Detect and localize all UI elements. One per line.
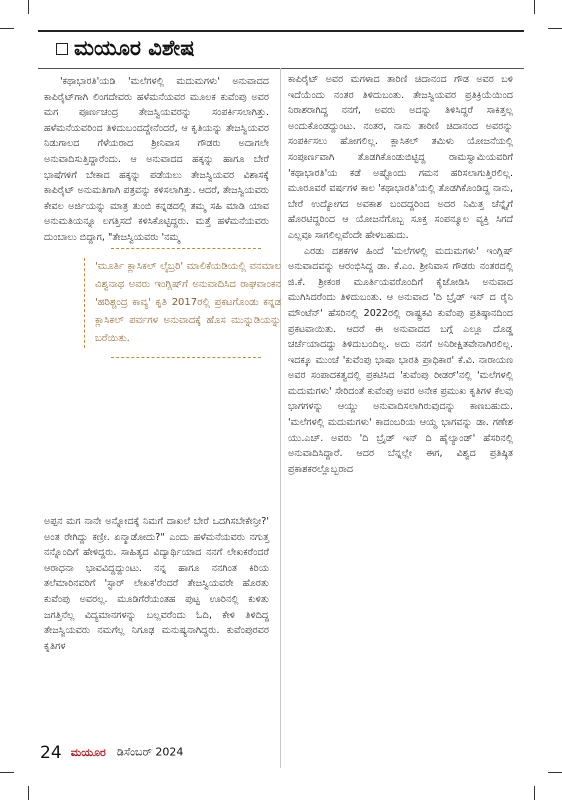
- crop-mark: [548, 772, 562, 773]
- left-column: [44, 74, 269, 714]
- issue-date: ಡಿಸೆಂಬರ್ 2024: [116, 745, 184, 759]
- left-column-continued: [44, 514, 269, 654]
- crop-mark: [534, 0, 535, 14]
- page-number: 24: [40, 742, 62, 763]
- column-divider: [280, 68, 281, 768]
- pull-quote: [84, 258, 281, 348]
- crop-mark: [534, 786, 535, 800]
- right-paragraph-1: ಕಾಪಿರೈಟ್ ಅವರ ಮಗಳಾದ ತಾರಿಣಿ ಚಿದಾನಂದ ಗೌಡ ಅವರ ಬಳಿ ಇದೆಯೆಂದು ನಂತರ ತಿಳಿದುಬಂತು. ತೇಜಸ್ವಿಯವರ ಪ್ರತಿಕ್ರಿಯೆಯಿಂದ ನಿರಾಶರಾಗಿದ್ದ ನನಗೆ, ಅವರು ಅದನ್ನು ತಿಳಿಸಿದ್ದರೆ ಸಾಕಿತ್ತಲ್ಲ ಅಂದುಕೊಂಡದ್ದುಂಟು. ನಂತರ, ನಾನು ತಾರಿಣಿ ಚಿದಾನಂದ ಅವರನ್ನು ಸಂಪರ್ಕಿಸಲು ಹೋಗಲಿಲ್ಲ. ಕ್ಲಾಸಿಕಲ್ ತಮಿಳು ಯೋಜನೆಯಲ್ಲಿ ಸಂಪೂರ್ಣವಾಗಿ ತೊಡಗಿಕೊಂಡುಬಿಟ್ಟಿದ್ದ ರಾಮಸ್ವಾಮಿಯವರಿಗೆ 'ಕಥಾಭಾರತಿ'ಯ ಕಡೆ ಅಷ್ಟೊಂದು ಗಮನ ಹರಿಸಲಾಗುತ್ತಿರಲಿಲ್ಲ. ಮೂರೂವರೆ ವರ್ಷಗಳ ಕಾಲ 'ಕಥಾಭಾರತಿ'ಯಲ್ಲಿ ತೊಡಗಿಕೊಂಡಿದ್ದ ನಾನು, ಬೇರೆ ಉದ್ಯೋಗದ ಅವಕಾಶ ಬಂದದ್ದರಿಂದ ಅದರ ನಿಮಿತ್ತ ಚೆನ್ನೈಗೆ ಹೊರಟಿದ್ದರಿಂದ ಆ ಯೋಜನೆಗೊಬ್ಬ ಸೂಕ್ತ ಸಂಪನ್ಮೂಲ ವ್ಯಕ್ತಿ ಸಿಗದೆ ಎಲ್ಲವೂ ಸಾಗಲಿಲ್ಲವೆಂದೇ ಹೇಳಬಹುದು.: [288, 74, 513, 241]
- crop-mark: [0, 772, 14, 773]
- pull-quote-text: 'ಮೂರ್ತಿ ಕ್ಲಾಸಿಕಲ್ ಲೈಬ್ರರಿ' ಮಾಲಿಕೆಯಡಿಯಲ್ಲಿ ವನಮಾಲ ವಿಶ್ವನಾಥ ಅವರು ಇಂಗ್ಲಿಷ್‌ಗೆ ಅನುವಾದಿಸಿದ ರಾಘವಾಂಕನ 'ಹರಿಶ್ಚಂದ್ರ ಕಾವ್ಯ' ಕೃತಿ 2017ರಲ್ಲಿ ಪ್ರಕಟಗೊಂಡು ಕನ್ನಡ ಕ್ಲಾಸಿಕಲ್ ಪರ್ವಗಳ ಅನುವಾದಕ್ಕೆ ಹೊಸ ಮುನ್ನುಡಿಯನ್ನು ಬರೆಯಿತು.: [95, 261, 281, 344]
- square-icon: [56, 43, 68, 55]
- header-top-bar: [38, 30, 524, 32]
- header-rule: [38, 68, 524, 69]
- right-paragraph-2: ಎರಡು ದಶಕಗಳ ಹಿಂದೆ 'ಮಲೆಗಳಲ್ಲಿ ಮದುಮಗಳು' ಇಂಗ್ಲಿಷ್ ಅನುವಾದವನ್ನು ಆರಂಭಿಸಿದ್ದ ಡಾ. ಕೆ.ಎಂ. ಶ್ರೀನಿವಾಸ ಗೌಡರು ನಂತರದಲ್ಲಿ ಜಿ.ಕೆ. ಶ್ರೀಕಂಠ ಮೂರ್ತಿಯವರೊಂದಿಗೆ ಕೈಜೋಡಿಸಿ ಅನುವಾದ ಮುಗಿಸಿದರೆಂದು ತಿಳಿದುಬಂತು. ಆ ಅನುವಾದ 'ದಿ ಬ್ರೈಡ್ ಇನ್ ದ ರೈನಿ ಮೌಂಟೆನ್' ಹೆಸರಿನಲ್ಲಿ 2022ರಲ್ಲಿ ರಾಷ್ಟ್ರಕವಿ ಕುವೆಂಪು ಪ್ರತಿಷ್ಠಾನದಿಂದ ಪ್ರಕಟವಾಯಿತು. ಆದರೆ ಈ ಅನುವಾದದ ಬಗ್ಗೆ ಎಲ್ಲೂ ದೊಡ್ಡ ಚರ್ಚೆಯಾದದ್ದು ತಿಳಿದುಬಂದಿಲ್ಲ. ಅದು ನನಗೆ ಅನಿರೀಕ್ಷಿತವೇನಾಗಿರಲಿಲ್ಲ. ಇದಕ್ಕೂ ಮುಂಚೆ 'ಕುವೆಂಪು ಭಾಷಾ ಭಾರತಿ ಪ್ರಾಧಿಕಾರ' ಕೆ.ವಿ. ನಾರಾಯಣ ಅವರ ಸಂಪಾದಕತ್ವದಲ್ಲಿ ಪ್ರಕಟಿಸಿದ 'ಕುವೆಂಪು ರೀಡರ್'ನಲ್ಲಿ 'ಮಲೆಗಳಲ್ಲಿ ಮದುಮಗಳು' ಸೇರಿದಂತೆ ಕುವೆಂಪು ಅವರ ಅನೇಕ ಪ್ರಮುಖ ಕೃತಿಗಳ ಕೆಲವು ಭಾಗಗಳನ್ನು ಆಯ್ದು ಅನುವಾದಿಸಲಾಗಿರುವುದನ್ನು ಕಾಣಬಹುದು. 'ಮಲೆಗಳಲ್ಲಿ ಮದುಮಗಳು' ಕಾದಂಬರಿಯ ಆಯ್ದ ಭಾಗವನ್ನು ಡಾ. ಗಣೇಶ ಯು.ಎಚ್. ಅವರು 'ದಿ ಬ್ರೈಡ್ ಇನ್ ದಿ ಹೈಲ್ಯಾಂಡ್' ಹೆಸರಿನಲ್ಲಿ ಅನುವಾದಿಸಿದ್ದಾರೆ. ಆದರ ಬೆನ್ನಲ್ಲೇ ಈಗ, ವಿಶ್ವದ ಪ್ರತಿಷ್ಠಿತ ಪ್ರಕಾಶಕರಲ್ಲೊಬ್ಬರಾದ: [288, 245, 513, 475]
- magazine-brand: ಮಯೂರ: [70, 745, 106, 759]
- section-title-text: ಮಯೂರ ವಿಶೇಷ: [74, 36, 195, 60]
- left-paragraph-1: 'ಕಥಾಭಾರತಿ'ಯಡಿ 'ಮಲೆಗಳಲ್ಲಿ ಮದುಮಗಳು' ಅನುವಾದದ ಕಾಪಿರೈಟ್‌ಗಾಗಿ ಲಿಂಗದೇವರು ಹಳೆಮನೆಯವರ ಮೂಲಕ ಕುವೆಂಪು ಅವರ ಮಗ ಪೂರ್ಣಚಂದ್ರ ತೇಜಸ್ವಿಯವರನ್ನು ಸಂಪರ್ಕಿಸಲಾಗಿತ್ತು. ಹಳೆಮನೆಯವರಿಂದ ತಿಳಿದುಬಂದದ್ದೇನೆಂದರೆ, ಆ ಕೃತಿಯನ್ನು ತೇಜಸ್ವಿಯವರ ನಿಡುಗಾಲದ ಗೆಳೆಯರಾದ ಶ್ರೀನಿವಾಸ ಗೌಡರು ಅದಾಗಲೇ ಅನುವಾದಿಸುತ್ತಿದ್ದಾರೆಂದು. ಆ ಅನುವಾದದ ಹಕ್ಕನ್ನು ಹಾಗೂ ಬೇರೆ ಭಾಷೆಗಳಿಗೆ ಬೇಕಾದ ಹಕ್ಕನ್ನು ಪಡೆಯಲು ತೇಜಸ್ವಿಯವರ ವಿಶಾಸಕ್ಕೆ ಕಾಪಿರೈಟ್ ಅನುಮತಿಗಾಗಿ ಪತ್ರವನ್ನು ಕಳಿಸಲಾಗಿತ್ತು. ಆದರೆ, ತೇಜಸ್ವಿಯವರು ಕೇವಲ ಅರ್ಜಿಯನ್ನು ಮಾತ್ರ ತುಂಬಿ ಕನ್ನಡದಲ್ಲಿ ತಮ್ಮ ಸಹಿ ಮಾಡಿ ಯಾವ ಅನುಮತಿಯನ್ನೂ ಲಗತ್ತಿಸದೆ ಕಳಿಸಿಕೊಟ್ಟಿದ್ದರು. ಮತ್ತೆ ಹಳೆಮನೆಯವರು ದುಂಬಾಲು ಬಿದ್ದಾಗ, "ತೇಜಸ್ವಿಯವರು 'ನಮ್ಮ: [44, 76, 269, 243]
- right-column: [288, 72, 513, 772]
- pull-quote-bottom-rule: [111, 357, 261, 358]
- crop-mark: [28, 0, 29, 14]
- pull-quote-top-rule: [111, 248, 261, 249]
- left-paragraph-2: ಅಪ್ಪನ ಮಗ ನಾನೇ ಅನ್ನೋದಕ್ಕೆ ನಿಮಗೆ ದಾಖಲೆ ಬೇರೆ ಒದಗಿಸಬೇಕೇನ್ರೀ?' ಅಂತ ರೇಗಿದ್ದು ಕಣ್ರೀ. ಏನ್ಮಾಡೋದು?" ಎಂದು ಹಳೆಮನೆಯವರು ನಗುತ್ತ ನನ್ನೊಂದಿಗೆ ಹೇಳಿದ್ದರು. ಸಾಹಿತ್ಯದ ವಿದ್ಯಾರ್ಥಿಯಾದ ನನಗೆ ಲೇಖಕರೆಂದರೆ ಆರಾಧನಾ ಭಾವವಿದ್ದದ್ದುಂಟು. ನನ್ನ ಹಾಗೂ ನನಗಿಂತ ಕಿರಿಯ ತಲೆಮಾರಿನವರಿಗೆ 'ಸ್ಟಾರ್ ಲೇಖಕ'ರೆಂದರೆ ತೇಜಸ್ವಿಯವರೇ ಹೊರತು ಕುವೆಂಪು ಅವರಲ್ಲ. ಮೂಡಿಗೆರೆಯಂತಹ ಪುಟ್ಟ ಊರಿನಲ್ಲಿ ಕುಳಿತು ಜಗತ್ತಿನೆಲ್ಲ ವಿದ್ಯಮಾನಗಳನ್ನು ಬಲ್ಲವರೆಂದು ಓದಿ, ಕೇಳಿ ತಿಳಿದಿದ್ದ ತೇಜಸ್ವಿಯವರು ನಮಗೆಲ್ಲ ನಿಗೂಢ ಮನುಷ್ಯನಾಗಿದ್ದರು. ಕುವೆಂಪುರವರ ಕೃತಿಗಳ: [44, 516, 269, 652]
- crop-mark: [28, 786, 29, 800]
- page-footer: [40, 742, 183, 766]
- crop-mark: [0, 28, 14, 29]
- section-title: [56, 36, 195, 61]
- crop-mark: [548, 28, 562, 29]
